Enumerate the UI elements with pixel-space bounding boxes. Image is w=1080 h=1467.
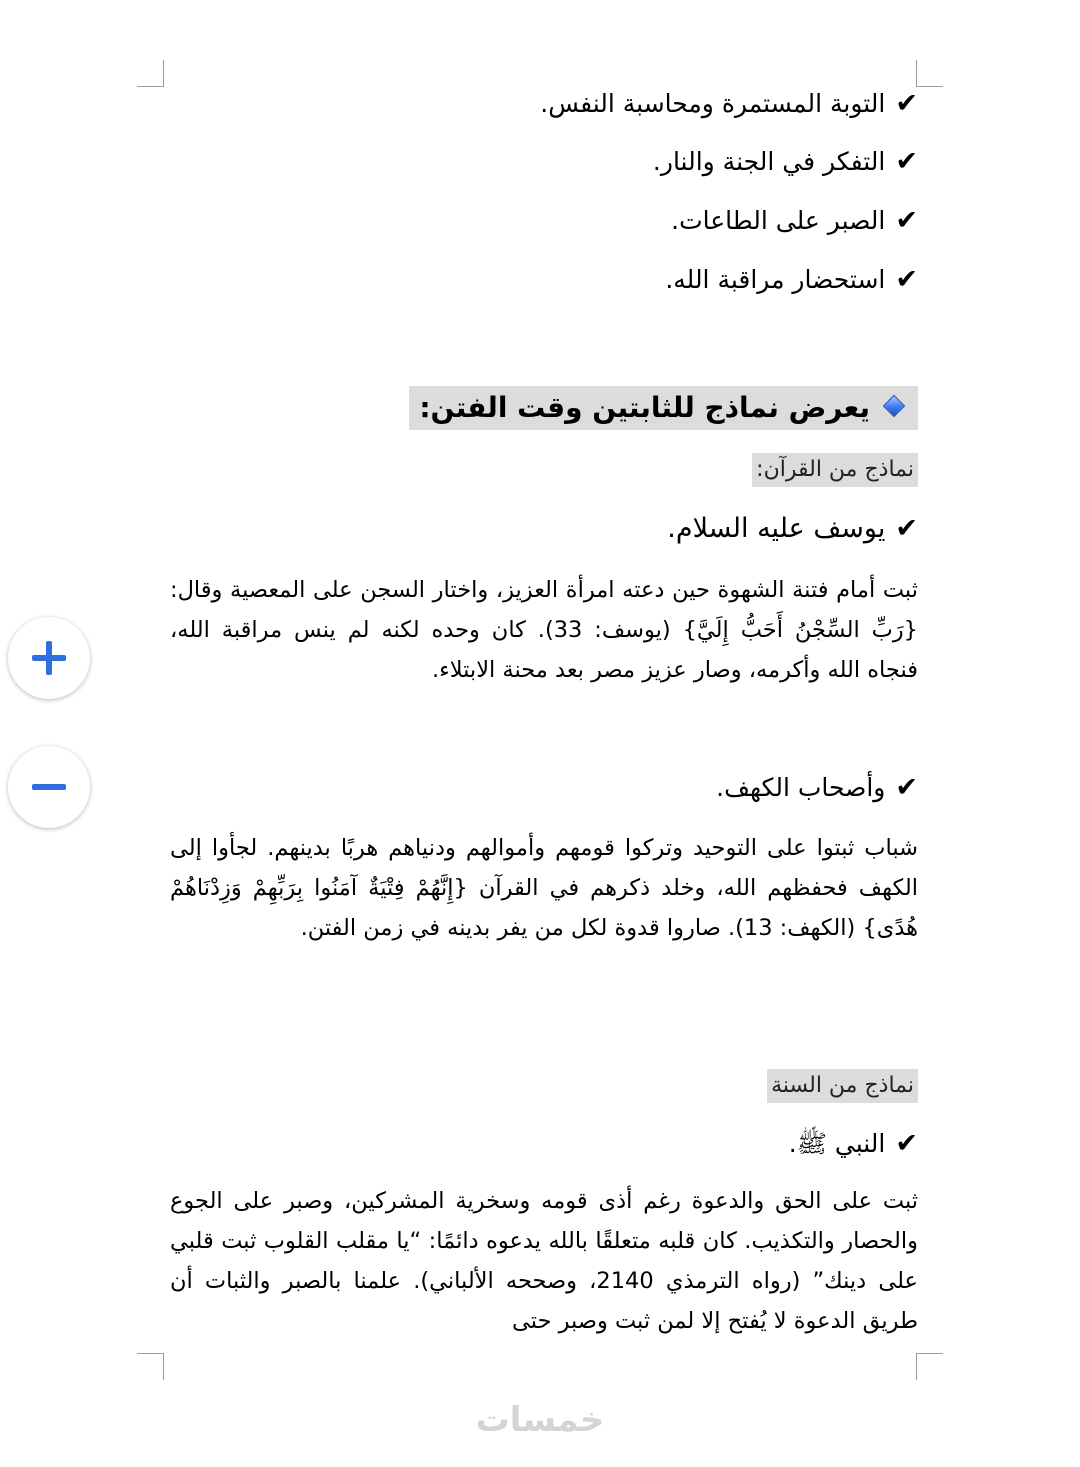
checkmark-icon: ✔ bbox=[895, 772, 918, 803]
watermark-logo: خمسات bbox=[475, 1400, 605, 1440]
page-corner-top-left bbox=[137, 60, 164, 87]
prophet-title: ✔النبي ﷺ. bbox=[789, 1126, 918, 1162]
plus-icon bbox=[8, 617, 9, 618]
cave-companions-title: ✔وأصحاب الكهف. bbox=[716, 770, 918, 806]
checkmark-icon: ✔ bbox=[895, 146, 918, 177]
checkmark-icon: ✔ bbox=[895, 513, 918, 544]
prophet-paragraph: ثبت على الحق والدعوة رغم أذى قومه وسخرية المشركين، وصبر على الجوع والحصار والتكذيب. كان قلبه متعلقًا بالله يدعوه دائمًا: “يا مقلب القلوب ثبت قلبي على دينك” (رواه الترمذي 2140، وصححه الألباني). علمنا بالصبر والثبات أن طريق الدعوة لا يُفتح إلا لمن ثبت وصبر حتى bbox=[170, 1188, 918, 1334]
zoom-in-button[interactable] bbox=[8, 617, 90, 699]
checklist-item: ✔الصبر على الطاعات. bbox=[671, 203, 918, 239]
minus-icon bbox=[8, 746, 9, 747]
quran-models-label: نماذج من القرآن: bbox=[752, 453, 918, 487]
checklist-item: ✔التفكر في الجنة والنار. bbox=[653, 144, 918, 180]
zoom-out-button[interactable] bbox=[8, 746, 90, 828]
sunnah-models-label: نماذج من السنة bbox=[767, 1069, 918, 1103]
checklist-item: ✔استحضار مراقبة الله. bbox=[665, 262, 918, 298]
checkmark-icon: ✔ bbox=[895, 1128, 918, 1159]
section-heading: يعرض نماذج للثابتين وقت الفتن: bbox=[409, 386, 918, 430]
page-corner-bottom-left bbox=[137, 1353, 164, 1380]
checkmark-icon: ✔ bbox=[895, 205, 918, 236]
checkmark-icon: ✔ bbox=[895, 88, 918, 119]
cave-companions-paragraph: شباب ثبتوا على التوحيد وتركوا قومهم وأموالهم ودنياهم هربًا بدينهم. لجأوا إلى الكهف فحفظهم الله، وخلد ذكرهم في القرآن {إِنَّهُمْ فِتْيَةٌ آمَنُوا بِرَبِّهِمْ وَزِدْنَاهُمْ هُدًى} (الكهف: 13). صاروا قدوة لكل من يفر بدينه في زمن الفتن. bbox=[170, 835, 918, 941]
page-corner-top-right bbox=[916, 60, 943, 87]
checkmark-icon: ✔ bbox=[895, 264, 918, 295]
yusuf-title: ✔يوسف عليه السلام. bbox=[667, 511, 918, 547]
yusuf-paragraph: ثبت أمام فتنة الشهوة حين دعته امرأة العزيز، واختار السجن على المعصية وقال: {رَبِّ السِّجْنُ أَحَبُّ إِلَيَّ} (يوسف: 33). كان وحده لكنه لم ينس مراقبة الله، فنجاه الله وأكرمه، وصار عزيز مصر بعد محنة الابتلاء. bbox=[170, 577, 918, 683]
checklist-item: ✔التوبة المستمرة ومحاسبة النفس. bbox=[540, 86, 918, 122]
diamond-bullet-icon bbox=[883, 395, 906, 418]
page-corner-bottom-right bbox=[916, 1353, 943, 1380]
